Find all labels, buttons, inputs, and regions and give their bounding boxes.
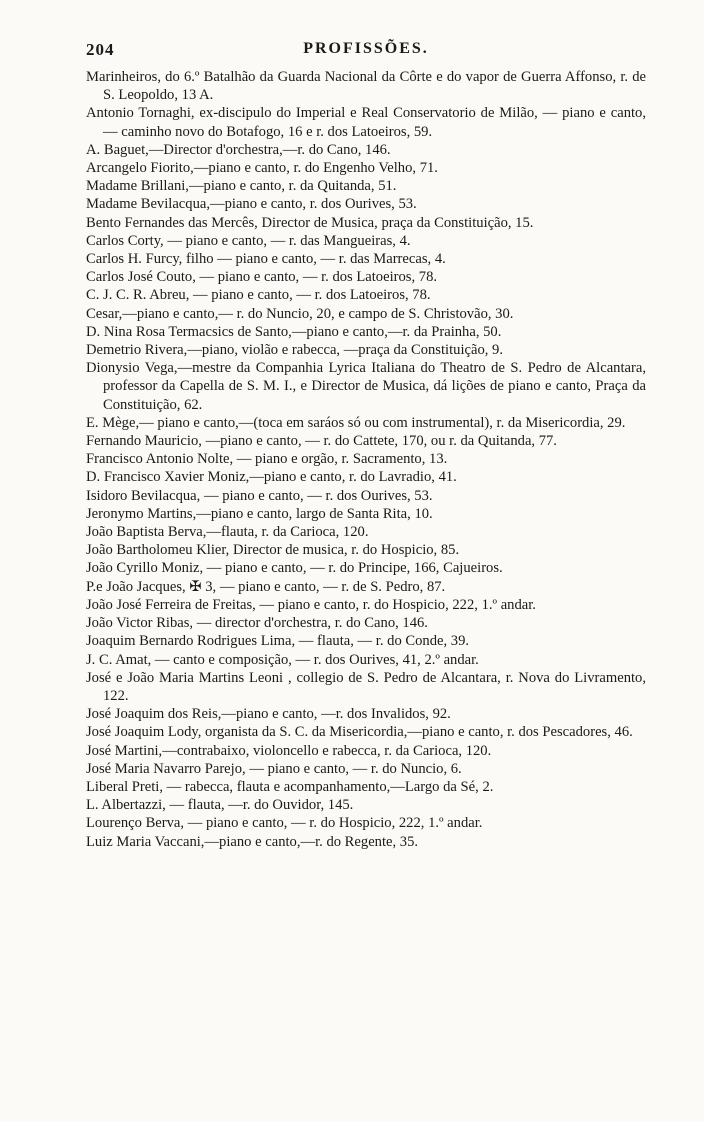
entry-name: Marinheiros,: [86, 69, 161, 85]
entry-name: J. C. Amat,: [86, 651, 152, 668]
directory-entry: [86, 450, 646, 468]
entry-details: —Director d'orchestra,—r. do Cano, 146.: [148, 141, 391, 158]
entry-details: — canto e composição, — r. dos Ourives, 41, 2.º andar.: [151, 651, 479, 668]
entry-details: — piano e canto, — r. do Hospicio, 222, 1.º andar.: [184, 815, 483, 832]
entry-name: D. Nina Rosa Termacsics de Santo,: [86, 323, 292, 340]
directory-entry: [86, 814, 646, 832]
directory-entry: [86, 468, 646, 486]
entry-name: Antonio Tornaghi,: [86, 105, 195, 122]
directory-entry: [86, 250, 646, 268]
entry-details: —piano e canto, r. dos Ourives, 53.: [210, 196, 417, 213]
entry-details: —piano e canto,— r. do Nuncio, 20, e campo de S. Christovão, 30.: [122, 305, 514, 322]
entry-details: — director d'orchestra, r. do Cano, 146.: [193, 615, 428, 632]
entry-name: Joaquim Bernardo Rodrigues Lima,: [86, 633, 296, 650]
entry-details: filho — piano e canto, — r. das Marrecas, 4.: [182, 251, 446, 268]
entry-details: ✠ 3, — piano e canto, — r. de S. Pedro, 87.: [185, 578, 446, 595]
entry-list: [86, 68, 646, 851]
directory-entry: [86, 723, 646, 741]
directory-entry: [86, 359, 646, 414]
directory-entry: [86, 669, 646, 705]
directory-entry: [86, 505, 646, 523]
directory-page: [86, 40, 646, 851]
entry-name: C. J. C. R. Abreu,: [86, 287, 190, 304]
entry-details: —piano e canto, —r. dos Invalidos, 92.: [221, 706, 451, 723]
entry-details: — piano e canto, — r. do Principe, 166, Cajueiros.: [203, 560, 503, 577]
entry-details: —piano e canto, — r. do Cattete, 170, ou r. da Quitanda, 77.: [201, 433, 557, 450]
directory-entry: [86, 541, 646, 559]
directory-entry: [86, 742, 646, 760]
entry-details: —piano e canto,—r. do Regente, 35.: [204, 833, 419, 850]
directory-entry: [86, 141, 646, 159]
entry-details: — piano e canto, — r. das Mangueiras, 4.: [163, 232, 411, 249]
directory-entry: [86, 177, 646, 195]
entry-name: João Bartholomeu Klier,: [86, 542, 230, 559]
directory-entry: [86, 833, 646, 851]
entry-details: —mestre da Companhia Lyrica Italiana do Theatro de S. Pedro de Alcantara, professor da Capella de S. M. I., e Director de Musica, dá lições de piano e canto, Praça da Constituição, 62.: [103, 360, 646, 413]
entry-details: — piano e canto, — r. do Nuncio, 6.: [245, 760, 462, 777]
entry-name: José Joaquim Lody,: [86, 724, 202, 741]
entry-name: Jeronymo Martins,: [86, 505, 197, 522]
entry-details: —piano e canto,—r. da Prainha, 50.: [291, 323, 502, 340]
entry-name: Liberal Preti,: [86, 778, 163, 795]
entry-details: —piano e canto, r. do Engenho Velho, 71.: [193, 160, 438, 177]
entry-details: do 6.º Batalhão da Guarda Nacional da Côrte e do vapor de Guerra Affonso, r. de S. Leopoldo, 13 A.: [103, 69, 646, 104]
entry-name: Fernando Mauricio,: [86, 433, 202, 450]
entry-details: — piano e canto, — r. dos Latoeiros, 78.: [189, 287, 431, 304]
directory-entry: [86, 159, 646, 177]
entry-name: João Cyrillo Moniz,: [86, 560, 204, 577]
entry-name: Francisco Antonio Nolte,: [86, 451, 234, 468]
entry-details: —flauta, r. da Carioca, 120.: [206, 524, 369, 541]
directory-entry: [86, 559, 646, 577]
entry-details: — piano e canto, — r. dos Ourives, 53.: [200, 487, 433, 504]
entry-details: — rabecca, flauta e acompanhamento,—Largo da Sé, 2.: [163, 778, 494, 795]
directory-entry: [86, 432, 646, 450]
entry-name: Carlos Corty,: [86, 232, 164, 249]
entry-name: João Victor Ribas,: [86, 615, 194, 632]
directory-entry: [86, 414, 646, 432]
directory-entry: [86, 578, 646, 596]
entry-name: José Martini,: [86, 742, 163, 759]
directory-entry: [86, 68, 646, 104]
entry-details: organista da S. C. da Misericordia,—piano e canto, r. dos Pescadores, 46.: [201, 724, 633, 741]
entry-name: Luiz Maria Vaccani,: [86, 833, 205, 850]
entry-name: Demetrio Rivera,: [86, 342, 188, 359]
entry-name: Dionysio Vega,: [86, 360, 178, 377]
directory-entry: [86, 632, 646, 650]
entry-details: — piano e canto, r. do Hospicio, 222, 1.º andar.: [255, 596, 536, 613]
directory-entry: [86, 778, 646, 796]
entry-name: E. Mège,: [86, 414, 140, 431]
page-header: [86, 40, 646, 64]
page-number: 204: [86, 40, 115, 59]
directory-entry: [86, 487, 646, 505]
directory-entry: [86, 796, 646, 814]
entry-name: João José Ferreira de Freitas,: [86, 596, 256, 613]
entry-name: José Maria Navarro Parejo,: [86, 760, 246, 777]
directory-entry: [86, 286, 646, 304]
entry-details: — piano e orgão, r. Sacramento, 13.: [233, 451, 448, 468]
entry-name: L. Albertazzi,: [86, 797, 166, 814]
directory-entry: [86, 614, 646, 632]
entry-name: Bento Fernandes das Mercês,: [86, 214, 258, 231]
directory-entry: [86, 705, 646, 723]
entry-name: Isidoro Bevilacqua,: [86, 487, 201, 504]
entry-name: P.e João Jacques,: [86, 578, 186, 595]
directory-entry: [86, 214, 646, 232]
directory-entry: [86, 760, 646, 778]
entry-details: — flauta, —r. do Ouvidor, 145.: [165, 797, 354, 814]
directory-entry: [86, 305, 646, 323]
entry-details: — piano e canto,—(toca em saráos só ou com instrumental), r. da Misericordia, 29.: [139, 414, 626, 431]
running-title: PROFISSÕES.: [303, 40, 429, 57]
entry-details: Director de musica, r. do Hospicio, 85.: [229, 542, 460, 559]
directory-entry: [86, 596, 646, 614]
entry-name: Arcangelo Fiorito,: [86, 160, 194, 177]
directory-entry: [86, 195, 646, 213]
directory-entry: [86, 341, 646, 359]
entry-name: Madame Bevilacqua,: [86, 196, 210, 213]
entry-details: —piano e canto, r. do Lavradio, 41.: [249, 469, 457, 486]
directory-entry: [86, 104, 646, 140]
entry-name: José Joaquim dos Reis,: [86, 706, 222, 723]
entry-name: Cesar,: [86, 305, 123, 322]
directory-entry: [86, 232, 646, 250]
entry-details: —contrabaixo, violoncello e rabecca, r. da Carioca, 120.: [162, 742, 492, 759]
directory-entry: [86, 651, 646, 669]
entry-details: — piano e canto, — r. dos Latoeiros, 78.: [195, 269, 438, 286]
directory-entry: [86, 323, 646, 341]
entry-name: João Baptista Berva,: [86, 524, 207, 541]
entry-name: Carlos José Couto,: [86, 269, 196, 286]
directory-entry: [86, 268, 646, 286]
entry-details: , collegio de S. Pedro de Alcantara, r. Nova do Livramento, 122.: [103, 669, 646, 704]
entry-name: José e João Maria Martins Leoni: [86, 669, 284, 686]
entry-details: —piano, violão e rabecca, —praça da Constituição, 9.: [187, 342, 503, 359]
entry-name: Lourenço Berva,: [86, 815, 185, 832]
entry-details: Director de Musica, praça da Constituição, 15.: [257, 214, 534, 231]
entry-name: D. Francisco Xavier Moniz,: [86, 469, 250, 486]
entry-details: —piano e canto, r. da Quitanda, 51.: [188, 178, 397, 195]
entry-name: Madame Brillani,: [86, 178, 189, 195]
directory-entry: [86, 523, 646, 541]
entry-details: ex-discipulo do Imperial e Real Conservatorio de Milão, — piano e canto, — caminho novo do Botafogo, 16 e r. dos Latoeiros, 59.: [103, 105, 646, 140]
entry-name: A. Baguet,: [86, 141, 149, 158]
entry-details: —piano e canto, largo de Santa Rita, 10.: [196, 505, 433, 522]
entry-name: Carlos H. Furcy,: [86, 251, 183, 268]
entry-details: — flauta, — r. do Conde, 39.: [295, 633, 470, 650]
